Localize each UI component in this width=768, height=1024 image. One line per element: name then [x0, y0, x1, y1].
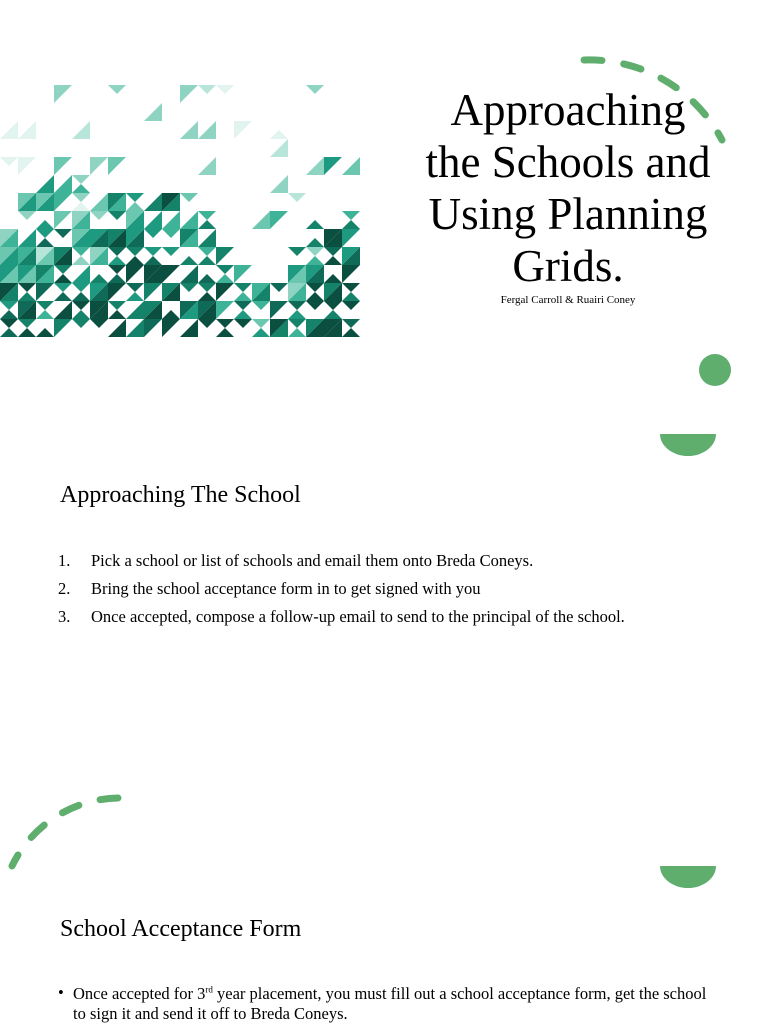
- mosaic-triangle: [54, 211, 72, 229]
- mosaic-triangle: [108, 274, 126, 283]
- mosaic-triangle: [234, 301, 252, 310]
- mosaic-triangle: [54, 157, 72, 175]
- bullet-text-end: year placement, you must fill out a school acceptance form, get the school to sign it and send it off to Breda Coneys.: [73, 984, 707, 1023]
- presentation-title: [412, 84, 724, 292]
- mosaic-triangle: [72, 292, 90, 301]
- mosaic-triangle: [108, 211, 126, 220]
- mosaic-triangle: [342, 265, 360, 283]
- mosaic-triangle: [324, 274, 342, 283]
- list-item-text: Bring the school acceptance form in to get signed with you: [91, 579, 481, 598]
- mosaic-triangle: [162, 211, 180, 229]
- mosaic-triangle: [216, 274, 234, 283]
- mosaic-triangle: [288, 301, 306, 310]
- mosaic-triangle: [288, 247, 306, 256]
- mosaic-triangle: [108, 301, 126, 310]
- ordinal-suffix: rd: [205, 984, 213, 995]
- mosaic-triangle: [342, 220, 360, 229]
- mosaic-triangle: [198, 292, 216, 301]
- title-slide: [0, 0, 768, 434]
- mosaic-triangle: [270, 301, 288, 319]
- mosaic-triangle: [288, 193, 306, 202]
- mosaic-triangle: [90, 157, 108, 175]
- mosaic-triangle: [144, 319, 162, 337]
- approaching-school-slide: [0, 434, 768, 788]
- mosaic-triangle: [216, 328, 234, 337]
- mosaic-triangle: [72, 256, 90, 265]
- half-circle-decoration: [660, 866, 716, 890]
- mosaic-triangle: [342, 292, 360, 301]
- mosaic-triangle: [108, 319, 126, 337]
- triangle-mosaic-graphic: [0, 85, 370, 345]
- mosaic-triangle: [198, 274, 216, 283]
- mosaic-triangle: [324, 157, 342, 175]
- mosaic-triangle: [72, 184, 90, 193]
- mosaic-triangle: [162, 247, 180, 256]
- mosaic-triangle: [108, 265, 126, 274]
- mosaic-triangle: [144, 211, 162, 229]
- mosaic-triangle: [270, 175, 288, 193]
- mosaic-triangle: [144, 193, 162, 211]
- mosaic-triangle: [72, 265, 90, 283]
- mosaic-triangle: [216, 283, 234, 301]
- mosaic-triangle: [306, 301, 324, 310]
- mosaic-triangle: [306, 238, 324, 247]
- mosaic-triangle: [144, 256, 162, 265]
- mosaic-triangle: [72, 319, 90, 328]
- mosaic-triangle: [18, 292, 36, 301]
- mosaic-triangle: [72, 310, 90, 319]
- mosaic-triangle: [306, 283, 324, 292]
- mosaic-triangle: [342, 319, 360, 328]
- mosaic-triangle: [270, 139, 288, 157]
- mosaic-triangle: [306, 247, 324, 256]
- bullet-point: •: [58, 983, 64, 1002]
- mosaic-triangle: [36, 283, 54, 301]
- mosaic-triangle: [108, 256, 126, 265]
- mosaic-triangle: [54, 85, 72, 103]
- mosaic-triangle: [54, 301, 72, 319]
- mosaic-triangle: [54, 265, 72, 274]
- mosaic-triangle: [180, 283, 198, 292]
- mosaic-triangle: [306, 256, 324, 265]
- mosaic-triangle: [72, 247, 90, 256]
- mosaic-triangle: [162, 310, 180, 319]
- mosaic-triangle: [324, 256, 342, 265]
- mosaic-triangle: [342, 157, 360, 175]
- list-item: [58, 606, 678, 627]
- mosaic-triangle: [234, 283, 252, 292]
- mosaic-triangle: [72, 121, 90, 139]
- mosaic-triangle: [198, 157, 216, 175]
- mosaic-triangle: [198, 319, 216, 328]
- mosaic-triangle: [306, 85, 324, 94]
- mosaic-triangle: [144, 283, 162, 301]
- steps-list: [58, 550, 678, 634]
- mosaic-triangle: [36, 175, 54, 193]
- mosaic-triangle: [72, 193, 90, 202]
- mosaic-triangle: [36, 328, 54, 337]
- mosaic-triangle: [306, 220, 324, 229]
- mosaic-triangle: [90, 193, 108, 211]
- presentation-authors: Fergal Carroll & Ruairi Coney: [500, 294, 636, 306]
- mosaic-triangle: [252, 319, 270, 328]
- mosaic-triangle: [198, 283, 216, 292]
- mosaic-triangle: [180, 256, 198, 265]
- mosaic-triangle: [342, 328, 360, 337]
- mosaic-triangle: [18, 328, 36, 337]
- mosaic-triangle: [324, 301, 342, 310]
- mosaic-triangle: [18, 157, 36, 175]
- mosaic-triangle: [18, 319, 36, 328]
- mosaic-triangle: [324, 310, 342, 319]
- mosaic-triangle: [288, 328, 306, 337]
- mosaic-triangle: [180, 319, 198, 337]
- half-circle-decoration: [660, 434, 716, 458]
- mosaic-triangle: [306, 157, 324, 175]
- mosaic-triangle: [126, 301, 144, 319]
- mosaic-triangle: [108, 283, 126, 301]
- list-number: 2.: [58, 579, 71, 598]
- mosaic-triangle: [162, 265, 180, 283]
- mosaic-triangle: [0, 310, 18, 319]
- mosaic-triangle: [180, 193, 198, 202]
- mosaic-triangle: [342, 301, 360, 310]
- mosaic-triangle: [198, 85, 216, 94]
- mosaic-triangle: [0, 157, 18, 166]
- mosaic-triangle: [108, 310, 126, 319]
- mosaic-triangle: [198, 229, 216, 247]
- mosaic-triangle: [234, 292, 252, 301]
- mosaic-triangle: [126, 319, 144, 337]
- mosaic-triangle: [198, 211, 216, 220]
- mosaic-triangle: [72, 301, 90, 310]
- section-heading: Approaching The School: [60, 482, 301, 508]
- mosaic-triangle: [72, 283, 90, 292]
- mosaic-triangle: [126, 265, 144, 283]
- mosaic-triangle: [180, 211, 198, 229]
- list-item: [58, 550, 678, 571]
- mosaic-triangle: [216, 319, 234, 328]
- mosaic-triangle: [108, 247, 126, 256]
- mosaic-triangle: [18, 211, 36, 220]
- list-item: [58, 984, 718, 1024]
- mosaic-triangle: [0, 319, 18, 328]
- mosaic-triangle: [234, 310, 252, 319]
- mosaic-triangle: [198, 121, 216, 139]
- list-number: 1.: [58, 551, 71, 570]
- mosaic-triangle: [162, 319, 180, 337]
- mosaic-triangle: [270, 211, 288, 229]
- mosaic-triangle: [180, 121, 198, 139]
- title-line: the Schools and: [425, 137, 711, 187]
- mosaic-triangle: [198, 220, 216, 229]
- mosaic-triangle: [306, 292, 324, 301]
- mosaic-triangle: [18, 121, 36, 139]
- mosaic-triangle: [270, 130, 288, 139]
- mosaic-triangle: [198, 256, 216, 265]
- mosaic-triangle: [0, 328, 18, 337]
- mosaic-triangle: [216, 265, 234, 274]
- dashed-arc-decoration: [0, 788, 130, 873]
- mosaic-triangle: [180, 85, 198, 103]
- mosaic-triangle: [126, 247, 144, 256]
- mosaic-triangle: [54, 229, 72, 238]
- mosaic-triangle: [342, 211, 360, 220]
- mosaic-triangle: [72, 175, 90, 184]
- mosaic-triangle: [54, 292, 72, 301]
- mosaic-triangle: [36, 229, 54, 238]
- mosaic-triangle: [162, 229, 180, 238]
- bullet-text-start: Once accepted for 3: [73, 984, 206, 1003]
- mosaic-triangle: [54, 193, 72, 211]
- mosaic-triangle: [234, 319, 252, 328]
- mosaic-triangle: [216, 301, 234, 319]
- mosaic-triangle: [288, 310, 306, 319]
- mosaic-triangle: [234, 121, 252, 139]
- mosaic-triangle: [36, 301, 54, 310]
- mosaic-triangle: [108, 157, 126, 175]
- mosaic-triangle: [126, 283, 144, 292]
- mosaic-triangle: [54, 175, 72, 193]
- mosaic-triangle: [252, 211, 270, 229]
- mosaic-triangle: [54, 274, 72, 283]
- mosaic-triangle: [126, 292, 144, 301]
- title-line: Using Planning: [428, 189, 708, 239]
- mosaic-triangle: [252, 328, 270, 337]
- mosaic-triangle: [198, 247, 216, 256]
- mosaic-triangle: [144, 229, 162, 238]
- title-line: Grids.: [512, 241, 624, 291]
- mosaic-triangle: [324, 247, 342, 256]
- list-item: [58, 578, 678, 599]
- mosaic-triangle: [90, 319, 108, 328]
- mosaic-triangle: [126, 202, 144, 211]
- green-dot-decoration: [697, 352, 733, 388]
- mosaic-triangle: [54, 283, 72, 292]
- mosaic-triangle: [36, 238, 54, 247]
- mosaic-triangle: [342, 229, 360, 247]
- mosaic-triangle: [90, 211, 108, 220]
- mosaic-triangle: [288, 319, 306, 328]
- acceptance-form-slide: [0, 788, 768, 1024]
- mosaic-triangle: [270, 283, 288, 292]
- list-item-text: Pick a school or list of schools and email them onto Breda Coneys.: [91, 551, 534, 570]
- mosaic-triangle: [18, 283, 36, 292]
- mosaic-triangle: [126, 193, 144, 202]
- mosaic-triangle: [180, 265, 198, 283]
- mosaic-triangle: [0, 121, 18, 139]
- mosaic-triangle: [108, 85, 126, 94]
- title-line: Approaching: [450, 85, 686, 135]
- mosaic-triangle: [144, 103, 162, 121]
- mosaic-triangle: [234, 265, 252, 283]
- mosaic-triangle: [72, 202, 90, 211]
- section-heading: School Acceptance Form: [60, 916, 302, 942]
- mosaic-triangle: [36, 220, 54, 229]
- mosaic-triangle: [18, 229, 36, 247]
- mosaic-triangle: [36, 310, 54, 319]
- list-number: 3.: [58, 607, 71, 626]
- mosaic-triangle: [0, 301, 18, 310]
- mosaic-triangle: [54, 319, 72, 337]
- mosaic-triangle: [126, 256, 144, 265]
- mosaic-triangle: [216, 85, 234, 94]
- mosaic-triangle: [252, 301, 270, 310]
- title-block: [412, 84, 724, 306]
- list-item-text: Once accepted, compose a follow-up email to send to the principal of the school.: [91, 607, 625, 626]
- mosaic-triangle: [216, 247, 234, 265]
- mosaic-triangle: [90, 274, 108, 283]
- bullet-list: [58, 984, 718, 1024]
- mosaic-triangle: [144, 247, 162, 256]
- mosaic-triangle: [342, 283, 360, 292]
